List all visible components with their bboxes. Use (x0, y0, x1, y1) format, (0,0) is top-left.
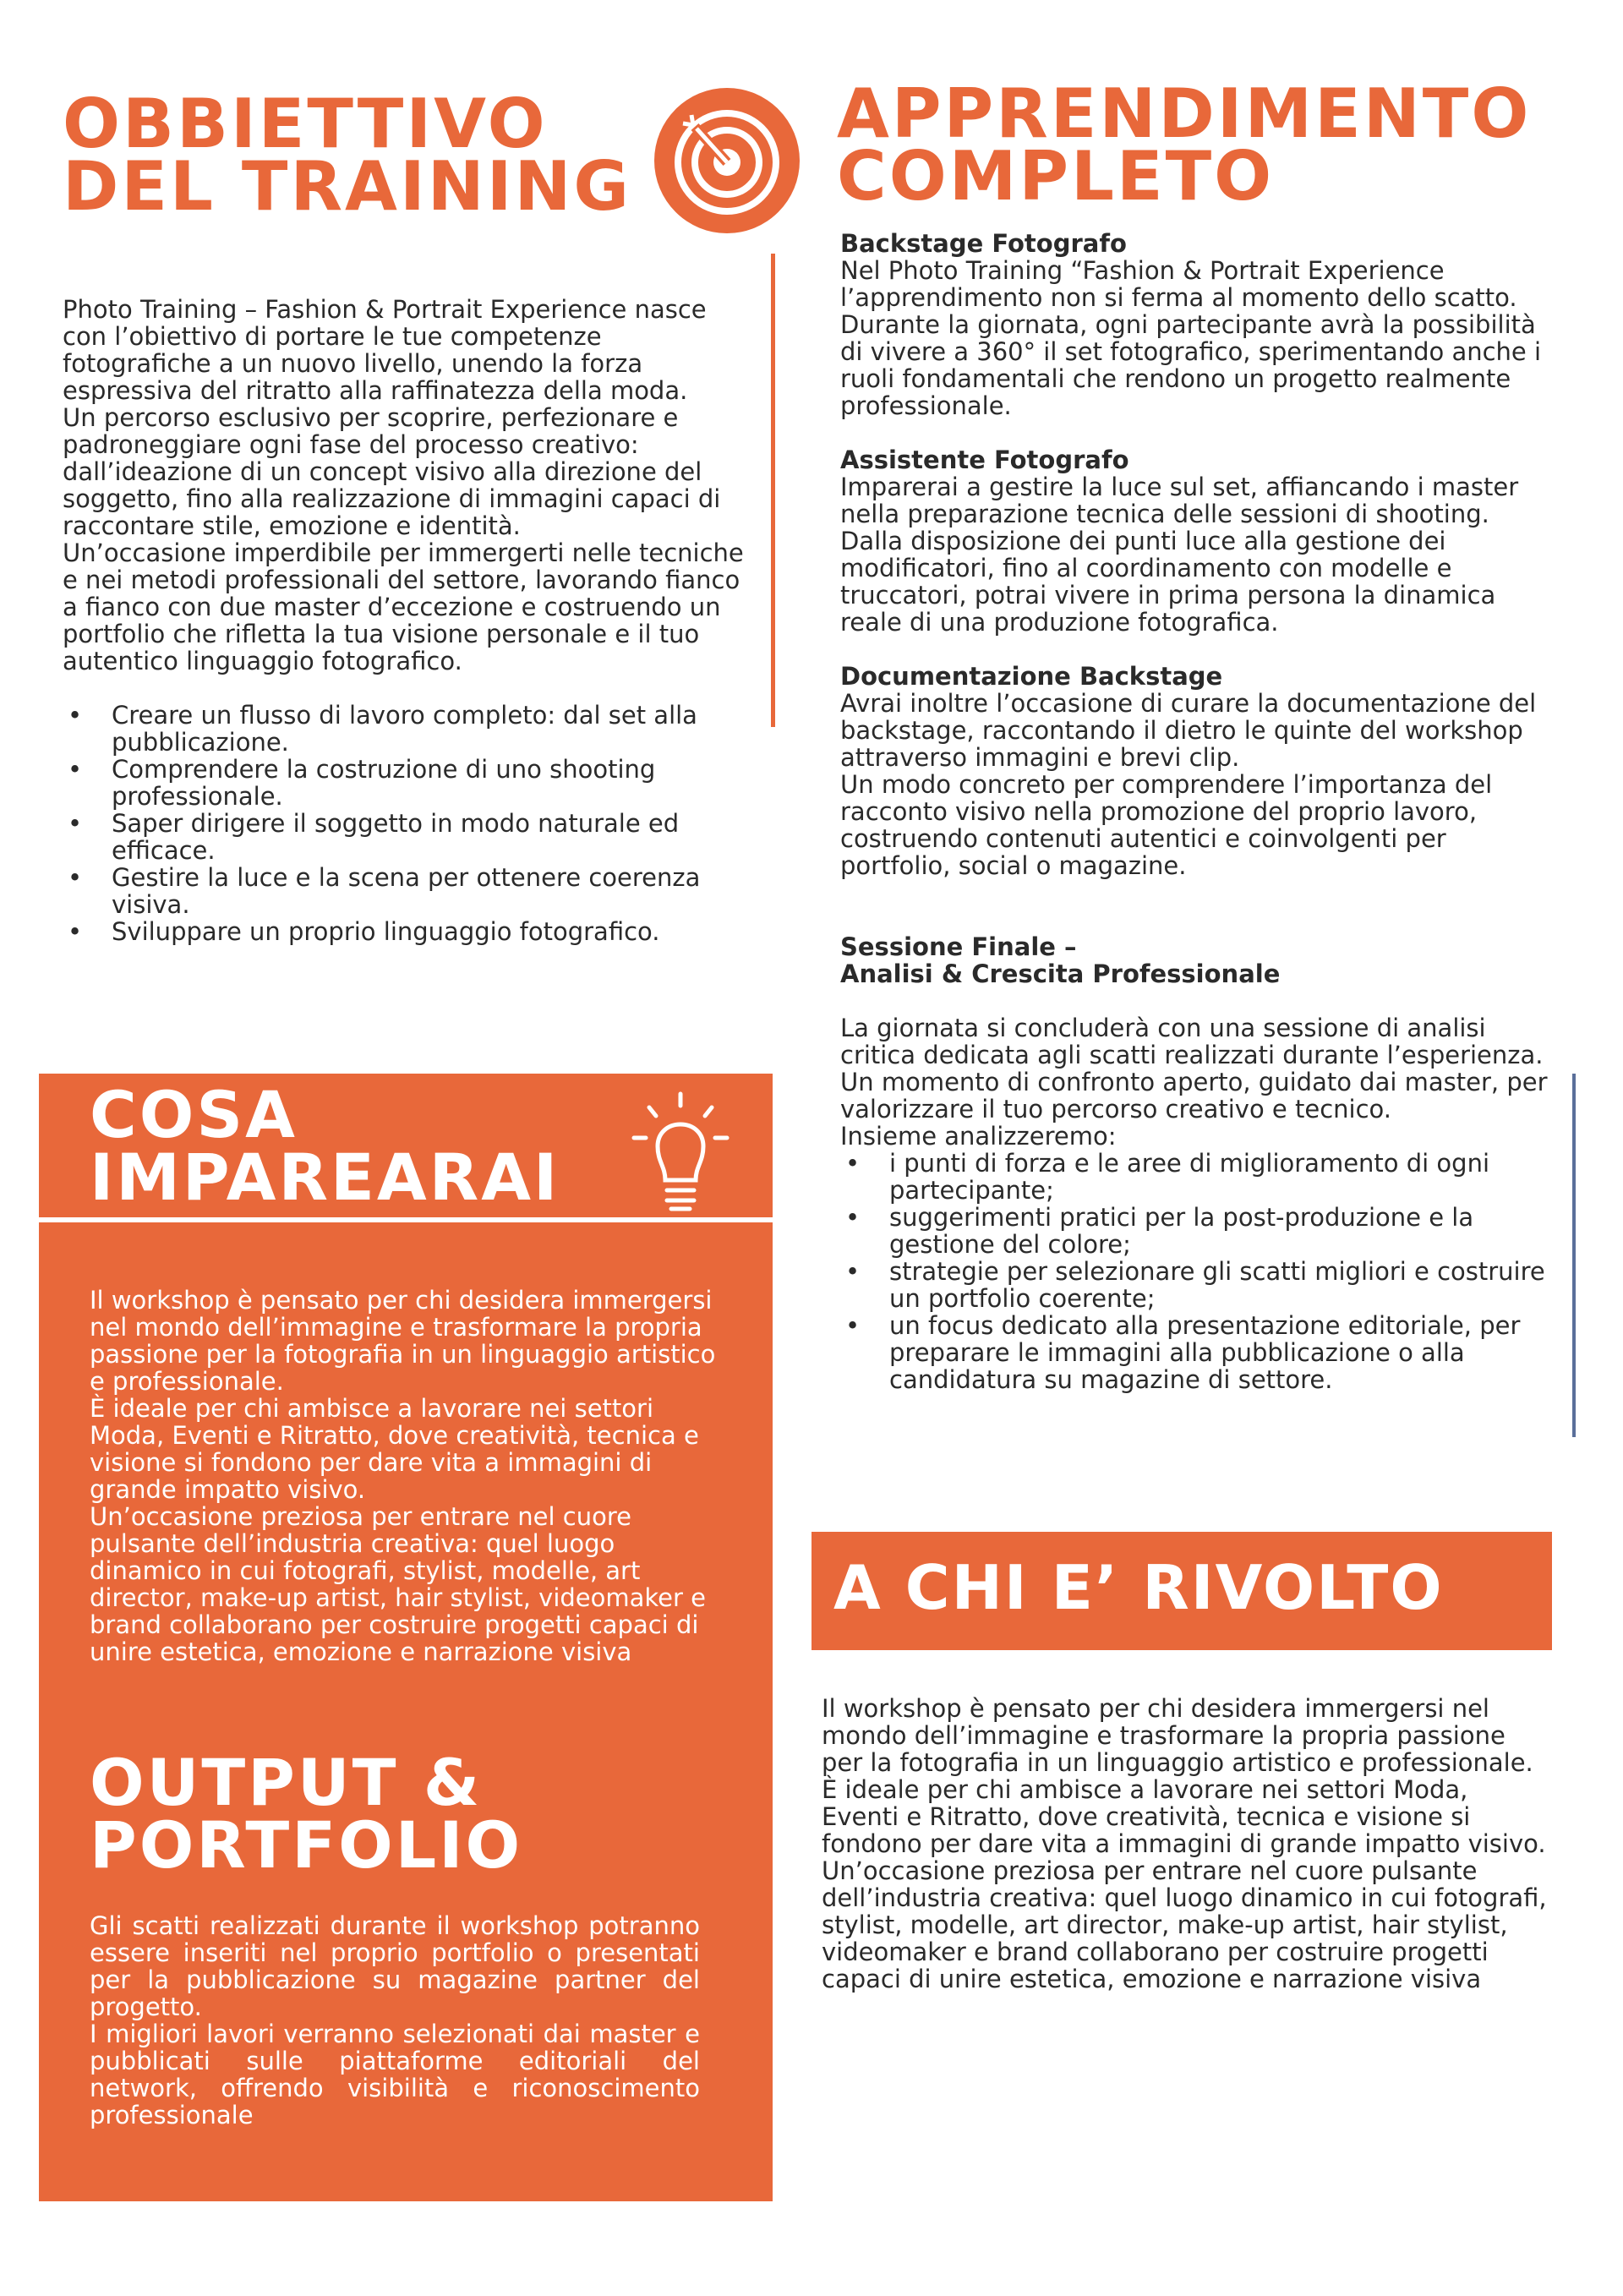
list-item: • Gestire la luce e la scena per ottenere coerenza visiva. (63, 864, 756, 918)
objective-bullet-list (63, 702, 756, 945)
objective-title-line2: DEL TRAINING (63, 147, 632, 226)
learn-paragraph: Il workshop è pensato per chi desidera immergersi nel mondo dell’immagine e trasformare la propria passione per la fotografia in un linguaggio artistico e professionale. (90, 1286, 716, 1396)
output-title (90, 1745, 523, 1883)
final-bullet-list (840, 1150, 1550, 1393)
output-title-line2: PORTFOLIO (90, 1807, 523, 1883)
audience-paragraph: Il workshop è pensato per chi desidera immergersi nel mondo dell’immagine e trasformare la propria passione per la fotografia in un linguaggio artistico e professionale. (822, 1694, 1533, 1777)
documentation-text: Un modo concreto per comprendere l’importanza del racconto visivo nella promozione del proprio lavoro, costruendo contenuti autentici e coinvolgenti per portfolio, social o magazine. (840, 770, 1493, 880)
learn-title-line1: COSA (90, 1077, 298, 1152)
output-title-line1: OUTPUT & (90, 1745, 483, 1820)
blue-divider (1572, 1074, 1576, 1437)
learning-body (840, 230, 1550, 1393)
learn-paragraph: È ideale per chi ambisce a lavorare nei settori Moda, Eventi e Ritratto, dove creatività, tecnica e visione si fondono per dare vita a immagini di grande impatto visivo. (90, 1394, 699, 1504)
list-item: • suggerimenti pratici per la post-produzione e la gestione del colore; (840, 1204, 1550, 1258)
lightbulb-icon (626, 1089, 735, 1224)
output-body (90, 1912, 700, 2129)
backstage-text: Nel Photo Training “Fashion & Portrait Experience l’apprendimento non si ferma al momento dello scatto. Durante la giornata, ogni partecipante avrà la possibilità di vivere a 360° il set fotografico, sperimentando anche i ruoli fondamentali che rendono un progetto realmente professionale. (840, 256, 1542, 420)
assistant-text: Dalla disposizione dei punti luce alla gestione dei modificatori, fino al coordinamento con modelle e truccatori, potrai vivere in prima persona la dinamica reale di una produzione fotografica. (840, 527, 1496, 637)
audience-title: A CHI E’ RIVOLTO (833, 1552, 1444, 1623)
learning-title (837, 74, 1532, 216)
documentation-text: Avrai inoltre l’occasione di curare la documentazione del backstage, raccontando il dietro le quinte del workshop attraverso immagini e brevi clip. (840, 689, 1537, 772)
objective-paragraph: Un percorso esclusivo per scoprire, perfezionare e padroneggiare ogni fase del processo creativo: dall’ideazione di un concept visivo alla direzione del soggetto, fino alla realizzazione di immagini capaci di raccontare stile, emozione e identità. (63, 403, 721, 540)
objective-paragraph: Un’occasione imperdibile per immergerti nelle tecniche e nei metodi professionali del settore, lavorando fianco a fianco con due master d’eccezione e costruendo un portfolio che rifletta la tua visione personale e il tuo autentico linguaggio fotografico. (63, 538, 744, 675)
assistant-text: Imparerai a gestire la luce sul set, affiancando i master nella preparazione tecnica delle sessioni di shooting. (840, 473, 1519, 528)
list-item: • strategie per selezionare gli scatti migliori e costruire un portfolio coerente; (840, 1258, 1550, 1312)
objective-title (63, 85, 632, 226)
learn-paragraph: Un’occasione preziosa per entrare nel cuore pulsante dell’industria creativa: quel luogo dinamico in cui fotografi, stylist, modelle, art director, make-up artist, hair stylist, videomaker e brand collaborano per costruire progetti capaci di unire estetica, emozione e narrazione visiva (90, 1502, 706, 1666)
audience-body (822, 1695, 1549, 1993)
objective-body (63, 296, 756, 945)
documentation-heading: Documentazione Backstage (840, 662, 1223, 691)
objective-title-line1: OBBIETTIVO (63, 85, 548, 163)
learn-box-body (90, 1287, 732, 1665)
learn-box-title (90, 1077, 560, 1215)
output-paragraph: Gli scatti realizzati durante il workshop potranno essere inseriti nel proprio portfolio o presentati per la pubblicazione su magazine partner del progetto. (90, 1911, 700, 2021)
list-item: • un focus dedicato alla presentazione editoriale, per preparare le immagini alla pubblicazione o alla candidatura su magazine di settore. (840, 1312, 1550, 1393)
learning-title-line2: COMPLETO (837, 137, 1275, 216)
orange-divider (771, 254, 775, 727)
list-item: • Creare un flusso di lavoro completo: dal set alla pubblicazione. (63, 702, 756, 756)
list-item: • Sviluppare un proprio linguaggio fotografico. (63, 918, 756, 945)
learning-title-line1: APPRENDIMENTO (837, 74, 1532, 153)
output-paragraph: I migliori lavori verranno selezionati dai master e pubblicati sulle piattaforme editoriali del network, offrendo visibilità e riconoscimento professionale (90, 2020, 700, 2129)
final-heading: Sessione Finale – (840, 932, 1077, 961)
audience-paragraph: Un’occasione preziosa per entrare nel cuore pulsante dell’industria creativa: quel luogo dinamico in cui fotografi, stylist, modelle, art director, make-up artist, hair stylist, videomaker e brand collaborano per costruire progetti capaci di unire estetica, emozione e narrazione visiva (822, 1856, 1547, 1993)
learn-title-line2: IMPAREARAI (90, 1140, 560, 1215)
final-heading: Analisi & Crescita Professionale (840, 959, 1281, 988)
list-item: • Saper dirigere il soggetto in modo naturale ed efficace. (63, 810, 756, 864)
objective-paragraph: Photo Training – Fashion & Portrait Experience nasce con l’obiettivo di portare le tue competenze fotografiche a un nuovo livello, unendo la forza espressiva del ritratto alla raffinatezza della moda. (63, 295, 707, 405)
audience-paragraph: È ideale per chi ambisce a lavorare nei settori Moda, Eventi e Ritratto, dove creatività, tecnica e visione si fondono per dare vita a immagini di grande impatto visivo. (822, 1775, 1546, 1858)
final-text: Un momento di confronto aperto, guidato dai master, per valorizzare il tuo percorso creativo e tecnico. (840, 1068, 1548, 1123)
backstage-heading: Backstage Fotografo (840, 229, 1127, 258)
list-item: • Comprendere la costruzione di uno shooting professionale. (63, 756, 756, 810)
list-item: • i punti di forza e le aree di miglioramento di ogni partecipante; (840, 1150, 1550, 1204)
target-icon (651, 85, 803, 237)
assistant-heading: Assistente Fotografo (840, 446, 1129, 474)
final-text: La giornata si concluderà con una sessione di analisi critica dedicata agli scatti realizzati durante l’esperienza. (840, 1014, 1544, 1069)
final-text: Insieme analizzeremo: (840, 1122, 1117, 1151)
